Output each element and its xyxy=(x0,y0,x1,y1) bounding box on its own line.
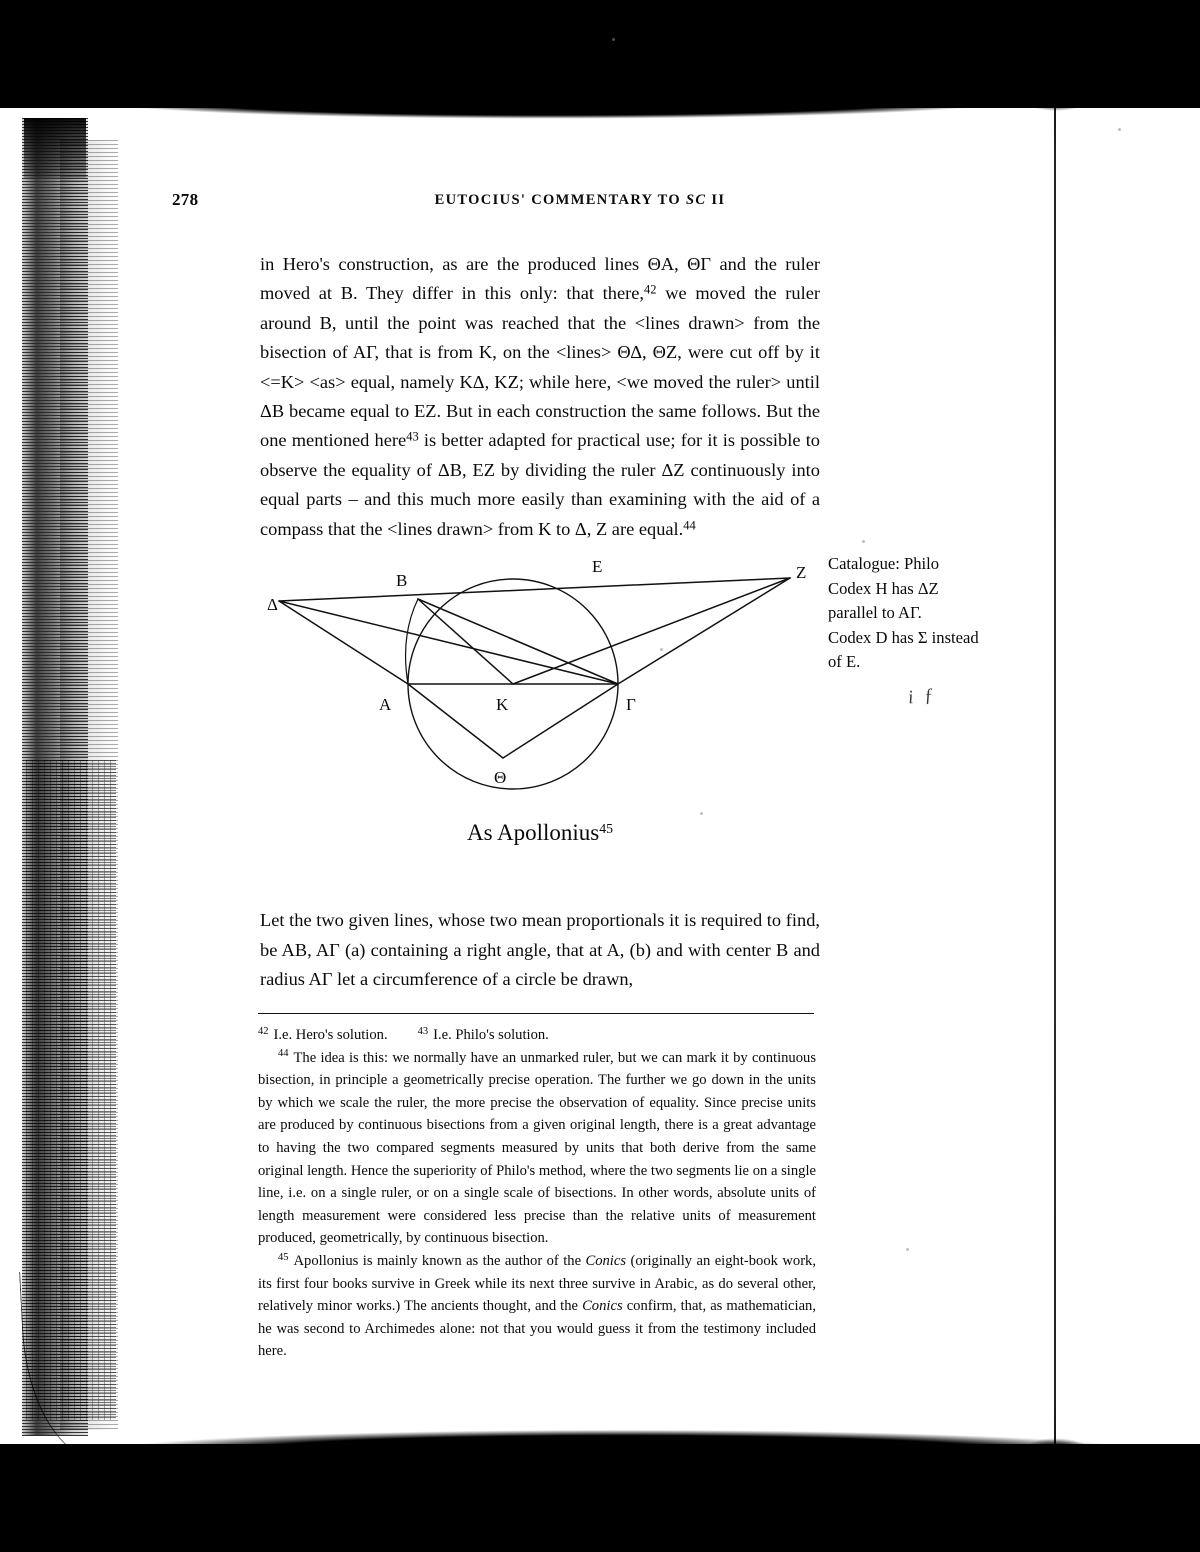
footnote-ref-44: 44 xyxy=(683,518,696,533)
section-heading xyxy=(260,820,820,846)
line-k-z xyxy=(513,578,790,684)
marginal-note-line-4: Codex D has Σ instead xyxy=(828,627,979,647)
footnote-text-44: The idea is this: we normally have an unmarked ruler, but we can mark it by continuous bisection, in principle a geometrically precise operation. The further we go down in the units by which we scale the ruler, the more precise the observation of equality. Since precise units are produced by continuous bisections from a given original length, there is a great advantage to having the two compared segments measured by units that both derive from the same original length. Hence the superiority of Philo's method, where the two segments lie on a single line, i.e. on a single ruler, or on a single scale of bisections. In other words, absolute units of length measurement were considered less precise than the relative units of measurement produced, geometrically, by continuous bisection. xyxy=(258,1049,816,1247)
footnote-ref-45: 45 xyxy=(599,821,614,837)
footnotes-block xyxy=(258,1024,816,1363)
section-paragraph: Let the two given lines, whose two mean proportionals it is required to find, be AB, AΓ (a) containing a right angle, that at A, (b) and with center B and radius AΓ let a circumference of a circle be drawn, xyxy=(260,910,820,990)
label-delta: Δ xyxy=(267,595,278,614)
body-paragraph xyxy=(260,250,820,544)
footnote-text-42: I.e. Hero's solution. xyxy=(273,1027,388,1043)
marginal-note-line-2: Codex H has ΔZ xyxy=(828,578,939,598)
marginal-scribble: i ƒ xyxy=(906,684,938,709)
footnote-45-title-conics-1: Conics xyxy=(585,1252,627,1269)
label-theta: Θ xyxy=(494,768,507,787)
footnote-number-43: 43 xyxy=(417,1025,429,1037)
footnote-text-45-c: confirm, that, as mathematician, he was second to Archimedes alone: not that you would guess it from the testimony included here. xyxy=(258,1298,816,1360)
line-gamma-theta xyxy=(503,684,618,758)
running-head xyxy=(330,192,830,209)
label-k: K xyxy=(496,695,509,714)
footnote-text-45-b: (originally an eight-book work, its first four books survive in Greek while its next three survive in Arabic, as do several other, relatively minor works.) The ancients thought, and the xyxy=(258,1252,816,1315)
section-heading-text: As Apollonius xyxy=(466,820,600,845)
running-head-suffix: II xyxy=(706,192,726,208)
footnote-45-title-conics-2: Conics xyxy=(582,1298,623,1315)
running-head-work-title: SC xyxy=(686,192,707,208)
marginal-note-line-3: parallel to AΓ. xyxy=(828,603,922,623)
footnote-text-45-a: Apollonius is mainly known as the author of the xyxy=(293,1252,586,1269)
label-z: Z xyxy=(796,563,807,582)
running-head-prefix: EUTOCIUS' COMMENTARY TO xyxy=(434,192,687,208)
body-part-3: is better adapted for practical use; for it is possible to observe the equality of ΔB, EZ by dividing the ruler ΔZ continuously into equal parts – and this much more easily than examining with the aid of a compass that the <lines drawn> from K to Δ, Z are equal. xyxy=(260,430,820,539)
diagram-svg xyxy=(250,536,830,796)
line-gamma-z xyxy=(618,578,790,684)
body-part-1: in Hero's construction, as are the produced lines ΘA, ΘΓ and the ruler moved at B. They differ in this only: that there, xyxy=(260,254,820,304)
marginal-note xyxy=(828,552,1028,675)
footnote-42-43-line xyxy=(258,1024,816,1047)
footnote-text-43: I.e. Philo's solution. xyxy=(433,1027,549,1043)
line-a-theta xyxy=(408,684,503,758)
line-b-k xyxy=(418,599,513,684)
footnote-ref-43: 43 xyxy=(406,429,419,444)
footnote-number-44: 44 xyxy=(278,1048,289,1060)
footnote-ref-42: 42 xyxy=(644,282,657,297)
label-gamma: Γ xyxy=(626,695,636,714)
geometric-diagram xyxy=(250,536,830,796)
line-delta-gamma xyxy=(279,601,618,684)
section-body-text xyxy=(260,888,820,1013)
footnote-number-45: 45 xyxy=(278,1251,289,1263)
marginal-note-line-5: of E. xyxy=(828,652,861,672)
footnote-separator-rule xyxy=(258,1013,814,1014)
footnote-44 xyxy=(258,1047,816,1250)
footnote-45 xyxy=(258,1250,816,1363)
footnote-number-42: 42 xyxy=(258,1025,269,1037)
body-part-2: we moved the ruler around B, until the point was reached that the <lines drawn> from the bisection of AΓ, that is from K, on the <lines> ΘΔ, ΘZ, were cut off by it <=K> <as> equal, namely KΔ, KZ; while here, <we moved the ruler> until ΔB became equal to EZ. But in each construction the same follows. But the one mentioned here xyxy=(260,283,820,451)
marginal-note-line-1: Catalogue: Philo xyxy=(828,554,940,573)
line-delta-a xyxy=(279,601,408,684)
label-e: E xyxy=(592,557,603,576)
label-b: B xyxy=(396,571,408,590)
body-text-block xyxy=(260,250,820,544)
arc-a-b xyxy=(406,599,418,684)
page-number: 278 xyxy=(172,190,199,209)
line-b-gamma xyxy=(418,599,618,684)
label-a: A xyxy=(379,695,392,714)
